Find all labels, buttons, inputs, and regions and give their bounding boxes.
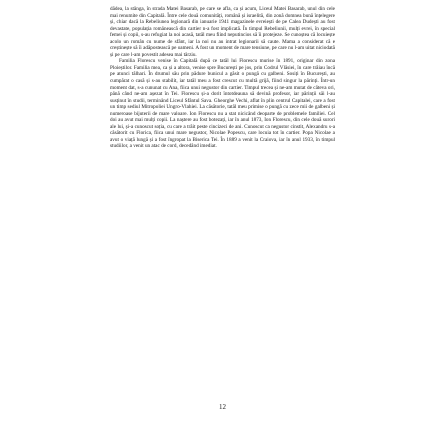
paragraph-2: Familia Florescu venise în Capitală după ce tatăl lui Florescu murise în 1891, originar din zona Ploieștilor. Familia mea, ca și a altora, venise spre București pe jos, prin Codrul Vlăsiei, în care trăiau încă pe atunci tâlhari. În drumul său prin pădure bunicul a găsit o pungă cu galbeni. Sosiți în București, au cumpărat o casă și s-au stabilit, iar tatăl meu a fost crescut cu multă grijă, fiind singur la părinți. Într-un moment dat, s-a cununat cu Ana, fiica unui negustor din cartier. Timpul trecea și ne-am mutat de câteva ori, până când ne-am așezat în Tei. Florescu și-a dorit întotdeauna să devină profesor, iar părinții săi l-au susținut în studii, terminând Liceul Sfântul Sava. Gheorghe Vechi, aflat în plin centrul Capitalei, care a fost un timp sediul Mitropoliei Ungro-Vlahiei. La căsătorie, tatăl meu primise o pungă cu zece mii de galbeni și numeroase bijuterii de mare valoare. Ion Florescu nu a stat nicicând deoparte de problemele familiei. Cel doi au avut mai mulți copii. La naștere au fost botezați, iar în anul 1873, Ion Florescu, din cele două surori ale lui, și-a cunoscut soția, cu care a trăit peste cincizeci de ani. Cunoscut ca negustor cinstit, Alexandru s-a căsătorit cu Florica, fiica unui mare negustor, Nicolae Popescu, care locuia tot în cartier. Popa Nicolae a avut o viață lungă și a fost îngropat la Biserica Tei. În 1889 a venit la Craiova, iar în anul 1933, în timpul studiilor, a venit un atac de cord, decedând imediat. — [110, 58, 335, 150]
body-text — [110, 6, 335, 150]
page-number: 12 — [219, 403, 226, 411]
paragraph-1: dădea, la stânga, în strada Matei Basarab, pe care se afla, ca și acum, Liceul Matei Basarab, unul din cele mai renumite din Capitală. Între cele două comunități, română și israelită, din zonă domnea bună înțelegere și, chiar dacă la Rebeliunea legionară din ianuarie 1941 magazinele evreiești de pe Calea Dudești au fost devastate, populația românească din cartier n-a fost implicată. În timpul Rebeliunii, mulți evrei, în special femei și copii, s-au refugiat la noi acasă, tatăl meu fiind neputincios să îi protejeze. Se cunoștea că locuiește acolo un român cu nume de sfânt, iar la noi nu au intrat legionarii să caute. Mama a considerat că e creștinește să îi adăpostească pe oameni. A fost un moment de mare tensiune, pe care nu l-am uitat niciodată și pe care l-am povestit adesea mai târziu. — [110, 6, 335, 58]
